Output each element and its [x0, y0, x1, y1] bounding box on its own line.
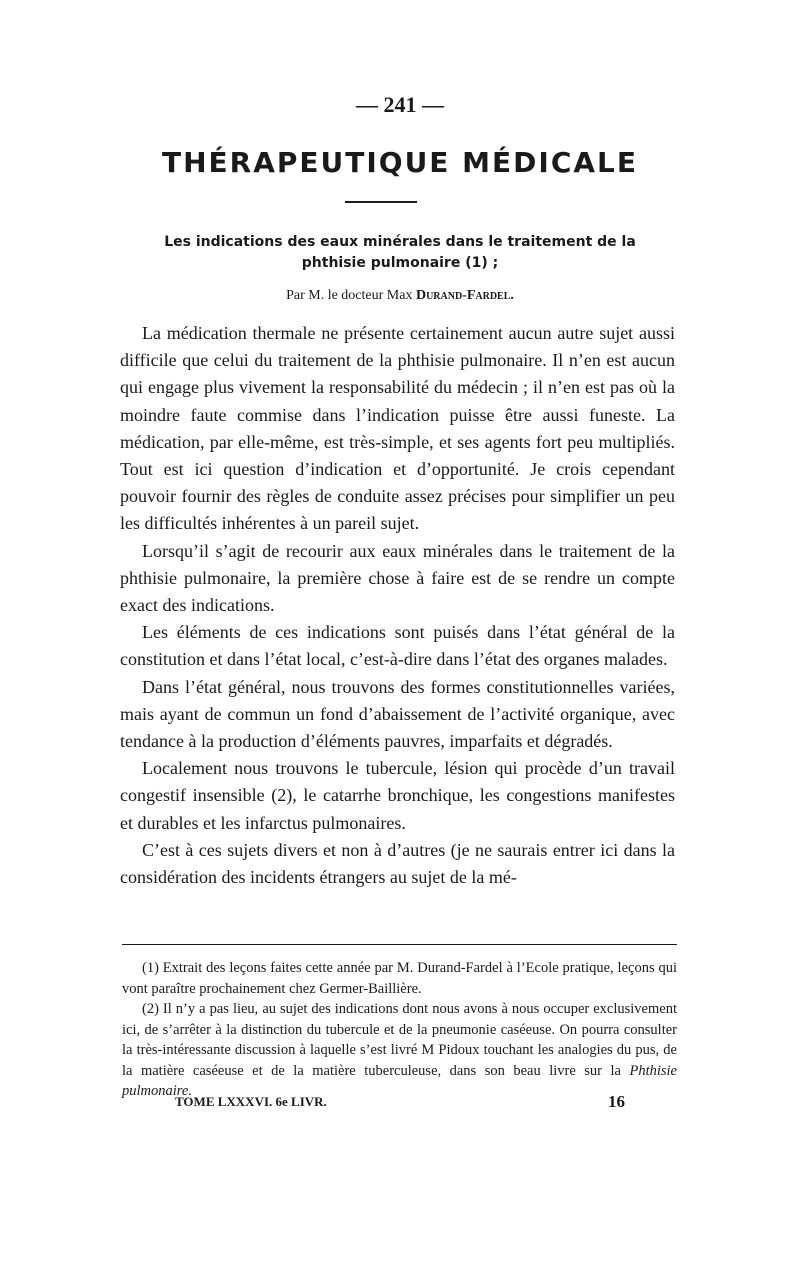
footnote-2-text: (2) Il n’y a pas lieu, au sujet des indications dont nous avons à nous occuper exclusivement ici, de s’arrêter à la distinction du tubercule et de la pneumonie caséeuse. On pourra consulter la très-intéressante discussion à laquelle s’est livré M Pidoux touchant les analogies du pus, de la matière caséeuse et de la matière tuberculeuse, dans son beau livre sur la — [122, 1001, 677, 1079]
footnote-2 — [122, 999, 677, 1102]
article-body — [120, 320, 675, 891]
sheet-number: 16 — [608, 1092, 625, 1111]
footnote-1: (1) Extrait des leçons faites cette année par M. Durand-Fardel à l’Ecole pratique, leçons qui vont paraître prochainement chez Germer-Baillière. — [122, 960, 677, 997]
paragraph: Localement nous trouvons le tubercule, lésion qui procède d’un travail congestif insensible (2), le catarrhe bronchique, les congestions manifestes et durables et les infarctus pulmonaires. — [120, 758, 675, 833]
footnotes — [122, 958, 677, 1102]
printer-signature — [175, 1094, 625, 1110]
paragraph: Les éléments de ces indications sont puisés dans l’état général de la constitution et dans l’état local, c’est-à-dire dans l’état des organes malades. — [120, 622, 675, 670]
byline — [0, 288, 800, 304]
paragraph: Dans l’état général, nous trouvons des formes constitutionnelles variées, mais ayant de commun un fond d’abaissement de l’activité organique, avec tendance à la production d’éléments pauvres, imparfaits et dégradés. — [120, 676, 675, 752]
article-title: Les indications des eaux minérales dans le traitement de la phthisie pulmonaire (1) ; — [164, 234, 636, 271]
byline-author: Durand-Fardel. — [415, 288, 514, 303]
title-divider — [345, 201, 417, 203]
byline-prefix: Par M. le docteur Max — [286, 288, 416, 303]
section-title: THÉRAPEUTIQUE MÉDICALE — [161, 146, 639, 179]
page-number: — 241 — — [356, 92, 444, 117]
paragraph: C’est à ces sujets divers et non à d’autres (je ne saurais entrer ici dans la considération des incidents étrangers au sujet de la mé- — [120, 839, 675, 888]
footnote-divider — [122, 944, 677, 945]
paragraph: Lorsqu’il s’agit de recourir aux eaux minérales dans le traitement de la phthisie pulmonaire, la première chose à faire est de se rendre un compte exact des indications. — [120, 540, 675, 616]
paragraph: La médication thermale ne présente certainement aucun autre sujet aussi difficile que celui du traitement de la phthisie pulmonaire. Il n’en est aucun qui engage plus vivement la responsabilité du médecin ; il n’en est pas où la moindre faute commise dans l’indication puisse être aussi funeste. La médication, par elle-même, est très-simple, et ses agents fort peu multipliés. Tout est ici question d’indication et d’opportunité. Je crois cependant pouvoir fournir des règles de conduite assez précises pour simplifier un peu les difficultés inhérentes à un pareil sujet. — [120, 323, 675, 534]
footnote-2-book-title: Phthisie pulmonaire. — [122, 1062, 677, 1099]
volume-label: TOME LXXXVI. 6e LIVR. — [175, 1094, 327, 1109]
